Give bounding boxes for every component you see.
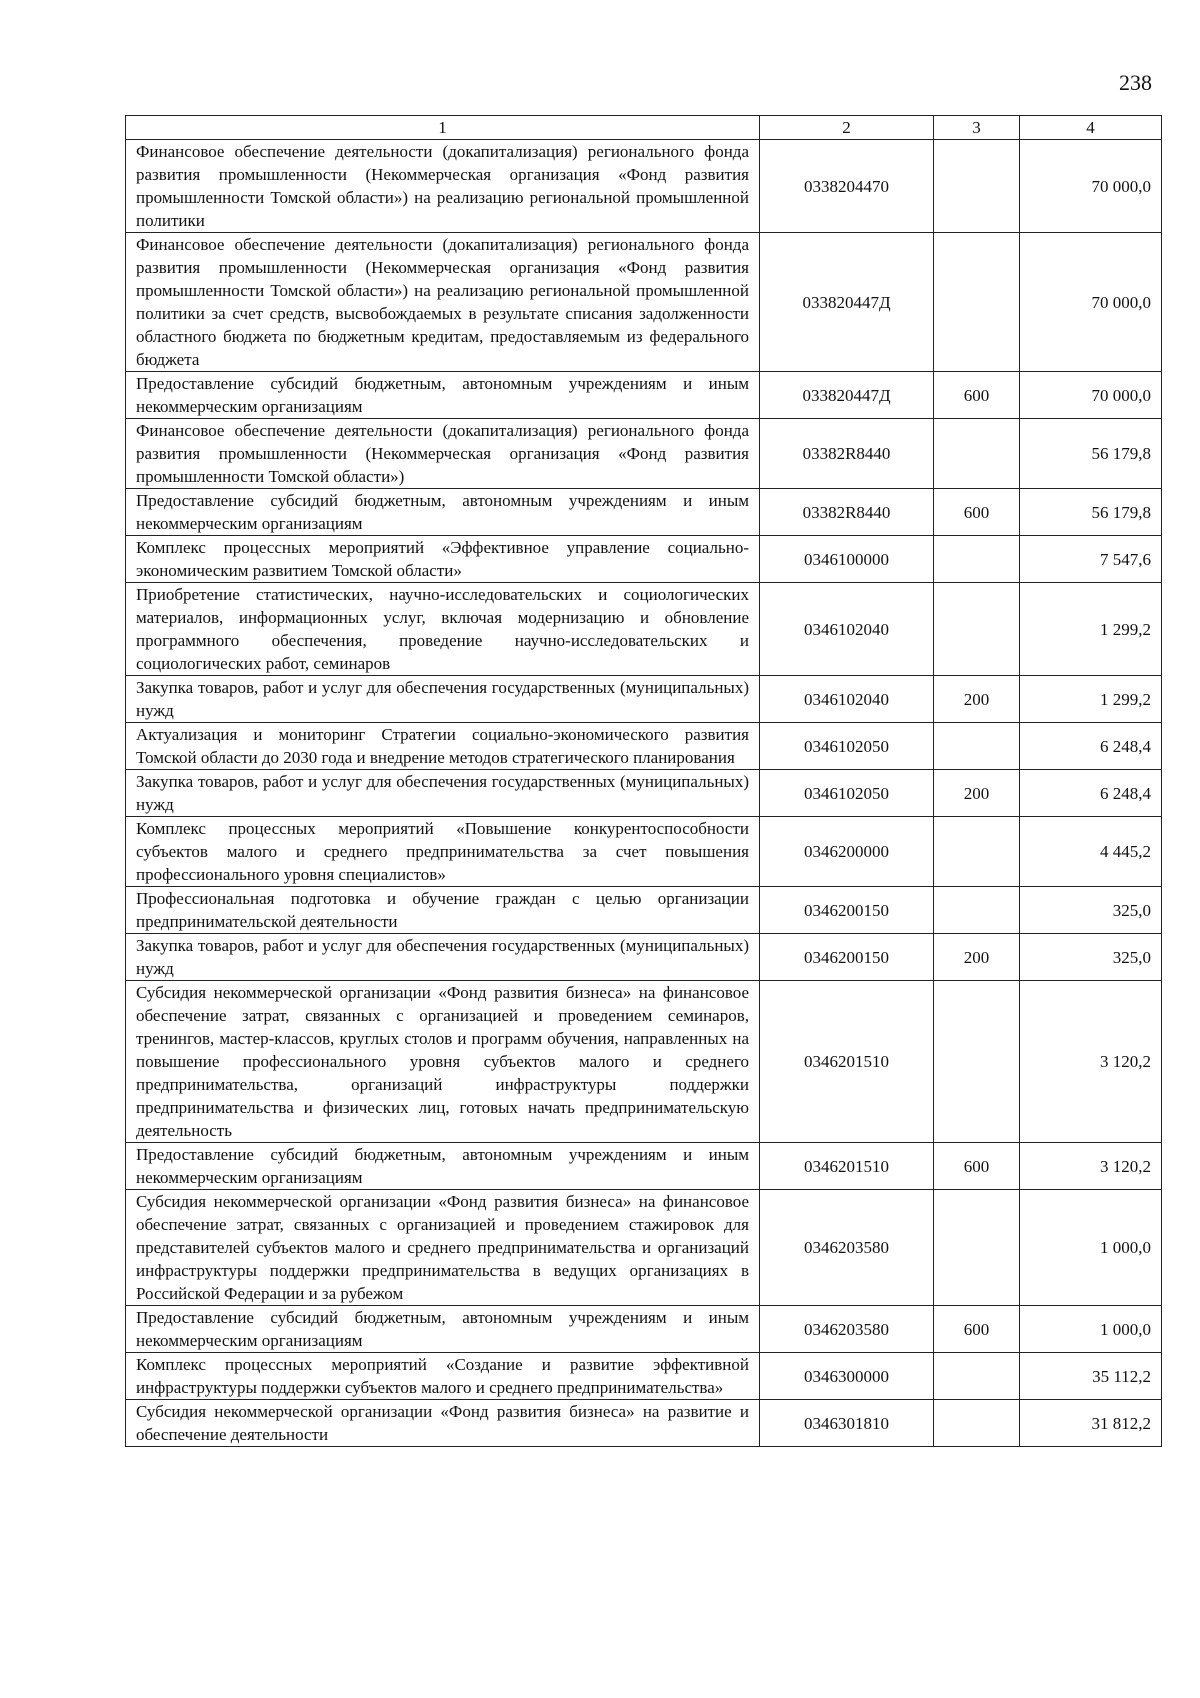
row-amount: 70 000,0	[1020, 372, 1162, 419]
row-target-code: 033820447Д	[760, 233, 934, 372]
row-target-code: 0346300000	[760, 1353, 934, 1400]
row-amount: 3 120,2	[1020, 1143, 1162, 1190]
row-target-code: 0346201510	[760, 981, 934, 1143]
table-row	[126, 887, 1162, 934]
row-description: Комплекс процессных мероприятий «Повышение конкурентоспособности субъектов малого и среднего предпринимательства за счет повышения профессионального уровня специалистов»	[126, 817, 760, 887]
row-description: Закупка товаров, работ и услуг для обеспечения государственных (муниципальных) нужд	[126, 770, 760, 817]
row-target-code: 0346102040	[760, 676, 934, 723]
row-target-code: 03382R8440	[760, 489, 934, 536]
row-description: Закупка товаров, работ и услуг для обеспечения государственных (муниципальных) нужд	[126, 934, 760, 981]
table-row	[126, 140, 1162, 233]
row-description: Профессиональная подготовка и обучение граждан с целью организации предпринимательской деятельности	[126, 887, 760, 934]
row-description: Финансовое обеспечение деятельности (докапитализация) регионального фонда развития промышленности (Некоммерческая организация «Фонд развития промышленности Томской области») на реализацию региональной промышленной политики	[126, 140, 760, 233]
table-row	[126, 1306, 1162, 1353]
row-description: Актуализация и мониторинг Стратегии социально-экономического развития Томской области до 2030 года и внедрение методов стратегического планирования	[126, 723, 760, 770]
row-description: Субсидия некоммерческой организации «Фонд развития бизнеса» на развитие и обеспечение деятельности	[126, 1400, 760, 1447]
row-target-code: 0346102050	[760, 770, 934, 817]
header-row	[126, 116, 1162, 140]
row-expense-type	[934, 1190, 1020, 1306]
row-description: Комплекс процессных мероприятий «Создание и развитие эффективной инфраструктуры поддержки субъектов малого и среднего предпринимательства»	[126, 1353, 760, 1400]
row-target-code: 0346102040	[760, 583, 934, 676]
row-amount: 325,0	[1020, 887, 1162, 934]
row-description: Субсидия некоммерческой организации «Фонд развития бизнеса» на финансовое обеспечение затрат, связанных с организацией и проведением стажировок для представителей субъектов малого и среднего предпринимательства и организаций инфраструктуры поддержки предпринимательства в ведущих организациях в Российской Федерации и за рубежом	[126, 1190, 760, 1306]
row-target-code: 0346102050	[760, 723, 934, 770]
row-amount: 56 179,8	[1020, 419, 1162, 489]
row-amount: 70 000,0	[1020, 233, 1162, 372]
table-row	[126, 817, 1162, 887]
table-row	[126, 489, 1162, 536]
row-expense-type: 600	[934, 1143, 1020, 1190]
row-amount: 6 248,4	[1020, 723, 1162, 770]
row-expense-type: 600	[934, 1306, 1020, 1353]
row-description: Приобретение статистических, научно-исследовательских и социологических материалов, информационных услуг, включая модернизацию и обновление программного обеспечения, проведение научно-исследовательских и социологических работ, семинаров	[126, 583, 760, 676]
page-number: 238	[1119, 70, 1152, 95]
table-row	[126, 583, 1162, 676]
row-expense-type: 600	[934, 489, 1020, 536]
row-target-code: 0346201510	[760, 1143, 934, 1190]
row-expense-type	[934, 723, 1020, 770]
row-amount: 1 299,2	[1020, 676, 1162, 723]
row-amount: 56 179,8	[1020, 489, 1162, 536]
row-expense-type: 600	[934, 372, 1020, 419]
table-row	[126, 1400, 1162, 1447]
row-expense-type	[934, 981, 1020, 1143]
row-target-code: 0346200150	[760, 887, 934, 934]
row-amount: 35 112,2	[1020, 1353, 1162, 1400]
row-description: Закупка товаров, работ и услуг для обеспечения государственных (муниципальных) нужд	[126, 676, 760, 723]
row-expense-type: 200	[934, 934, 1020, 981]
row-target-code: 0346200000	[760, 817, 934, 887]
row-amount: 325,0	[1020, 934, 1162, 981]
row-amount: 1 000,0	[1020, 1190, 1162, 1306]
row-expense-type	[934, 140, 1020, 233]
row-target-code: 0346203580	[760, 1306, 934, 1353]
row-expense-type	[934, 1353, 1020, 1400]
row-target-code: 0346301810	[760, 1400, 934, 1447]
column-header-2: 2	[760, 116, 934, 140]
table-row	[126, 1353, 1162, 1400]
row-target-code: 033820447Д	[760, 372, 934, 419]
row-target-code: 0338204470	[760, 140, 934, 233]
row-target-code: 0346100000	[760, 536, 934, 583]
row-expense-type	[934, 419, 1020, 489]
table-row	[126, 233, 1162, 372]
row-description: Предоставление субсидий бюджетным, автономным учреждениям и иным некоммерческим организациям	[126, 489, 760, 536]
row-amount: 70 000,0	[1020, 140, 1162, 233]
row-expense-type	[934, 887, 1020, 934]
table-row	[126, 1190, 1162, 1306]
column-header-4: 4	[1020, 116, 1162, 140]
table-row	[126, 419, 1162, 489]
column-header-1: 1	[126, 116, 760, 140]
row-target-code: 0346200150	[760, 934, 934, 981]
table-row	[126, 372, 1162, 419]
table-row	[126, 934, 1162, 981]
budget-table	[125, 115, 1162, 1447]
row-amount: 1 000,0	[1020, 1306, 1162, 1353]
row-expense-type	[934, 233, 1020, 372]
row-expense-type	[934, 536, 1020, 583]
row-description: Предоставление субсидий бюджетным, автономным учреждениям и иным некоммерческим организациям	[126, 1143, 760, 1190]
row-amount: 6 248,4	[1020, 770, 1162, 817]
row-description: Субсидия некоммерческой организации «Фонд развития бизнеса» на финансовое обеспечение затрат, связанных с организацией и проведением семинаров, тренингов, мастер-классов, круглых столов и программ обучения, направленных на повышение профессионального уровня субъектов малого и среднего предпринимательства, организаций инфраструктуры поддержки предпринимательства и физических лиц, готовых начать предпринимательскую деятельность	[126, 981, 760, 1143]
row-target-code: 03382R8440	[760, 419, 934, 489]
row-expense-type	[934, 583, 1020, 676]
table-row	[126, 981, 1162, 1143]
table-row	[126, 723, 1162, 770]
table-row	[126, 676, 1162, 723]
row-expense-type: 200	[934, 770, 1020, 817]
row-description: Комплекс процессных мероприятий «Эффективное управление социально-экономическим развитием Томской области»	[126, 536, 760, 583]
row-description: Предоставление субсидий бюджетным, автономным учреждениям и иным некоммерческим организациям	[126, 372, 760, 419]
row-target-code: 0346203580	[760, 1190, 934, 1306]
row-amount: 7 547,6	[1020, 536, 1162, 583]
table-row	[126, 1143, 1162, 1190]
column-header-3: 3	[934, 116, 1020, 140]
row-description: Финансовое обеспечение деятельности (докапитализация) регионального фонда развития промышленности (Некоммерческая организация «Фонд развития промышленности Томской области»)	[126, 419, 760, 489]
table-row	[126, 770, 1162, 817]
row-amount: 31 812,2	[1020, 1400, 1162, 1447]
row-description: Предоставление субсидий бюджетным, автономным учреждениям и иным некоммерческим организациям	[126, 1306, 760, 1353]
row-expense-type	[934, 817, 1020, 887]
row-amount: 4 445,2	[1020, 817, 1162, 887]
table-header	[126, 116, 1162, 140]
row-amount: 3 120,2	[1020, 981, 1162, 1143]
row-description: Финансовое обеспечение деятельности (докапитализация) регионального фонда развития промышленности (Некоммерческая организация «Фонд развития промышленности Томской области») на реализацию региональной промышленной политики за счет средств, высвобождаемых в результате списания задолженности областного бюджета по бюджетным кредитам, предоставляемым из федерального бюджета	[126, 233, 760, 372]
row-amount: 1 299,2	[1020, 583, 1162, 676]
table-body	[126, 140, 1162, 1447]
table-row	[126, 536, 1162, 583]
row-expense-type: 200	[934, 676, 1020, 723]
row-expense-type	[934, 1400, 1020, 1447]
